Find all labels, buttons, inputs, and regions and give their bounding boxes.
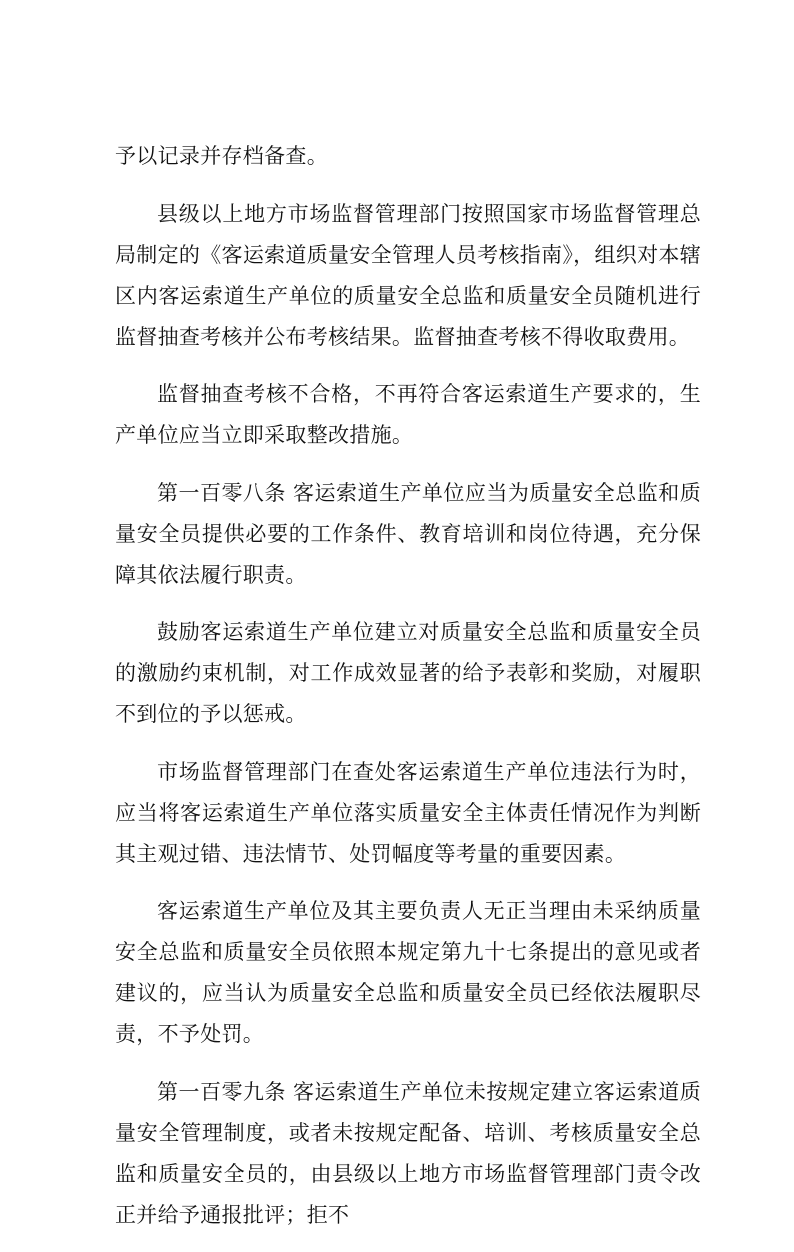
paragraph: 鼓励客运索道生产单位建立对质量安全总监和质量安全员的激励约束机制，对工作成效显著的给予表彰和奖励，对履职不到位的予以惩戒。 — [115, 620, 701, 726]
paragraph: 县级以上地方市场监督管理部门按照国家市场监督管理总局制定的《客运索道质量安全管理人员考核指南》，组织对本辖区内客运索道生产单位的质量安全总监和质量安全员随机进行监督抽查考核并公布考核结果。监督抽查考核不得收取费用。 — [115, 201, 701, 349]
paragraph-continuation: 予以记录并存档备查。 — [115, 144, 328, 168]
paragraph: 监督抽查考核不合格，不再符合客运索道生产要求的，生产单位应当立即采取整改措施。 — [115, 382, 701, 447]
article-109: 第一百零九条 客运索道生产单位未按规定建立客运索道质量安全管理制度，或者未按规定配备、培训、考核质量安全总监和质量安全员的，由县级以上地方市场监督管理部门责令改正并给予通报批评；拒不 — [115, 1079, 701, 1227]
body-text — [115, 136, 701, 1252]
paragraph: 客运索道生产单位及其主要负责人无正当理由未采纳质量安全总监和质量安全员依照本规定第九十七条提出的意见或者建议的，应当认为质量安全总监和质量安全员已经依法履职尽责，不予处罚。 — [115, 899, 701, 1046]
article-108: 第一百零八条 客运索道生产单位应当为质量安全总监和质量安全员提供必要的工作条件、教育培训和岗位待遇，充分保障其依法履行职责。 — [115, 480, 701, 587]
paragraph: 市场监督管理部门在查处客运索道生产单位违法行为时，应当将客运索道生产单位落实质量安全主体责任情况作为判断其主观过错、违法情节、处罚幅度等考量的重要因素。 — [115, 759, 701, 866]
